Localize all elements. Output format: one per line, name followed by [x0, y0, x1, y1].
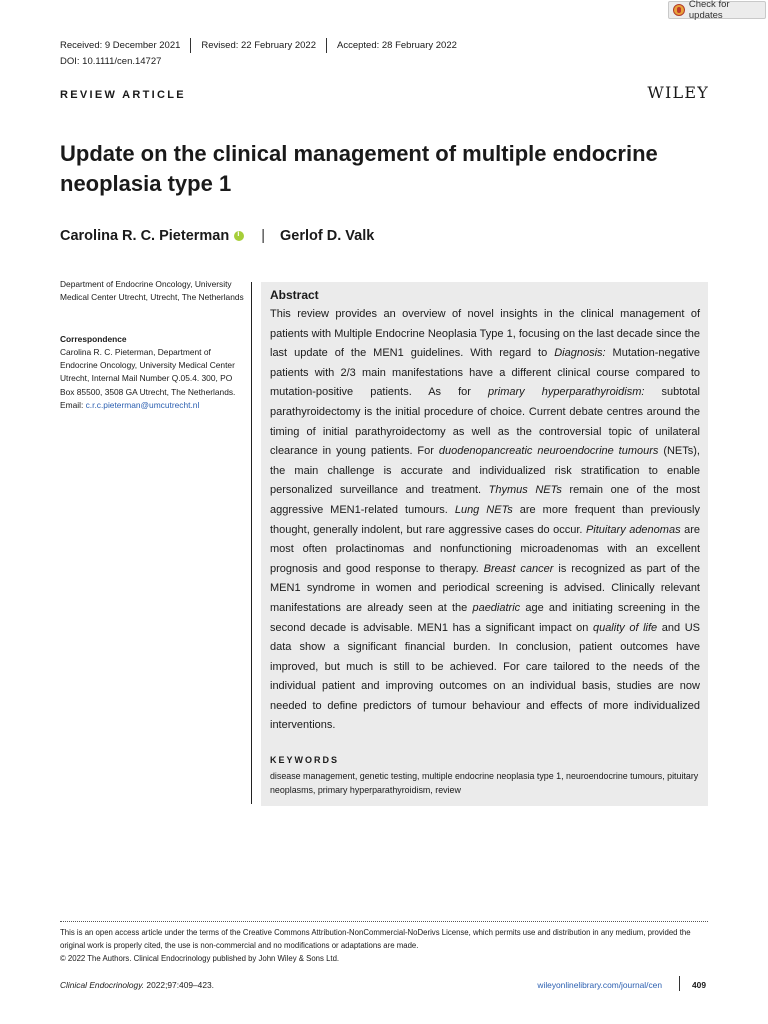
license-text [60, 926, 710, 965]
crossmark-icon [673, 4, 685, 16]
abstract-emphasis: duodenopancreatic neuroendocrine tumours [438, 445, 659, 458]
abstract-emphasis: Breast cancer [483, 562, 554, 575]
keywords-heading: KEYWORDS [270, 755, 340, 765]
abstract-part: Mutation-negative patients with 2/3 main manifestations have a different clinical course compared to mutation-positive patients. As for [270, 347, 701, 399]
abstract-text [270, 305, 700, 736]
footer-separator [679, 976, 680, 991]
correspondence-text [60, 346, 248, 412]
email-label: Email: [60, 399, 86, 410]
abstract-part: subtotal parathyroidectomy is the initial procedure of choice. Current debate centres around the timing of initial parathyroidectomy as well as the controversial topic of unilateral clearance in young patients. For [270, 386, 700, 458]
received-date: Received: 9 December 2021 [60, 40, 181, 51]
journal-name: Clinical Endocrinology. [60, 980, 145, 990]
abstract-part: (NETs), the main challenge is accurate and individualized risk stratification to enable personalized surveillance and treatment. [270, 445, 700, 497]
abstract-part: This review provides an overview of novel insights in the clinical management of patients with Multiple Endocrine Neoplasia Type 1, focusing on the last decade since the last update of the MEN1 guidelines. With regard to [270, 308, 700, 360]
date-divider [326, 38, 327, 53]
abstract-emphasis: Pituitary adenomas [585, 523, 681, 536]
journal-url-link[interactable]: wileyonlinelibrary.com/journal/cen [537, 980, 662, 990]
abstract-emphasis: paediatric [472, 601, 521, 614]
check-for-updates-label: Check for updates [688, 0, 730, 21]
accepted-date: Accepted: 28 February 2022 [337, 40, 457, 51]
abstract-emphasis: primary hyperparathyroidism: [487, 386, 645, 399]
page-number: 409 [692, 980, 706, 990]
abstract-heading: Abstract [270, 288, 319, 302]
article-type: REVIEW ARTICLE [60, 89, 186, 101]
email-link[interactable]: c.r.c.pieterman@umcutrecht.nl [85, 399, 200, 410]
author-name[interactable]: Gerlof D. Valk [280, 228, 375, 244]
license-statement: This is an open access article under the terms of the Creative Commons Attribution-NonCommercial-NoDerivs License, which permits use and distribution in any medium, provided the original work is properly cited, the use is non-commercial and no modifications or adaptations are made. [60, 928, 691, 950]
doi[interactable]: DOI: 10.1111/cen.14727 [60, 56, 162, 67]
abstract-part: and US data show a significant financial burden. In conclusion, patient outcomes have improved, but much is still to be achieved. For care tailored to the needs of the individual patient and improving outcomes on an individual basis, studies are now needed to define predictors of tumour behaviour and effects of more individualized interventions. [270, 621, 701, 732]
abstract-part: remain one of the most aggressive MEN1-related tumours. [270, 484, 700, 516]
article-title: Update on the clinical management of multiple endocrine neoplasia type 1 [60, 141, 658, 196]
abstract-emphasis: Diagnosis: [554, 347, 606, 360]
column-divider [251, 282, 252, 804]
article-dates [60, 38, 457, 53]
check-for-updates-button[interactable] [668, 1, 766, 19]
abstract-part: are most often prolactinomas and nonfunctioning microadenomas with an excellent prognosis and good response to therapy. [270, 523, 700, 575]
date-divider [190, 38, 191, 53]
correspondence-heading: Correspondence [60, 334, 127, 344]
author-separator: | [261, 228, 265, 244]
footer-divider [60, 921, 708, 922]
author-name[interactable]: Carolina R. C. Pieterman [60, 228, 230, 244]
keywords-text: disease management, genetic testing, multiple endocrine neoplasia type 1, neuroendocrine tumours, pituitary neoplasms, primary hyperparathyroidism, review [270, 771, 699, 795]
correspondence-address: Carolina R. C. Pieterman, Department of Endocrine Oncology, University Medical Center Utrecht, Internal Mail Number Q.05.4. 300, PO Box 85500, 3508 GA Utrecht, The Netherlands. [60, 347, 236, 397]
abstract-part: is recognized as part of the MEN1 syndrome in women and periodical screening is advised. Clinically relevant manifestations are already seen at the [270, 562, 700, 614]
orcid-icon[interactable] [234, 231, 244, 241]
journal-citation [60, 980, 214, 990]
abstract-emphasis: Thymus NETs [488, 484, 562, 497]
abstract-emphasis: quality of life [592, 621, 658, 634]
abstract-emphasis: Lung NETs [454, 503, 513, 516]
journal-volume: 2022;97:409–423. [144, 980, 214, 990]
abstract-part: are more frequent than previously thought, generally indolent, but rare aggressive cases do occur. [270, 503, 700, 536]
affiliation: Department of Endocrine Oncology, University Medical Center Utrecht, Utrecht, The Netherlands [60, 279, 244, 303]
copyright: © 2022 The Authors. Clinical Endocrinology published by John Wiley & Sons Ltd. [60, 954, 340, 963]
abstract-part: age and initiating screening in the second decade is advisable. MEN1 has a significant impact on [270, 601, 700, 634]
publisher-logo: WILEY [647, 83, 709, 102]
revised-date: Revised: 22 February 2022 [201, 40, 316, 51]
author-list [60, 228, 374, 244]
